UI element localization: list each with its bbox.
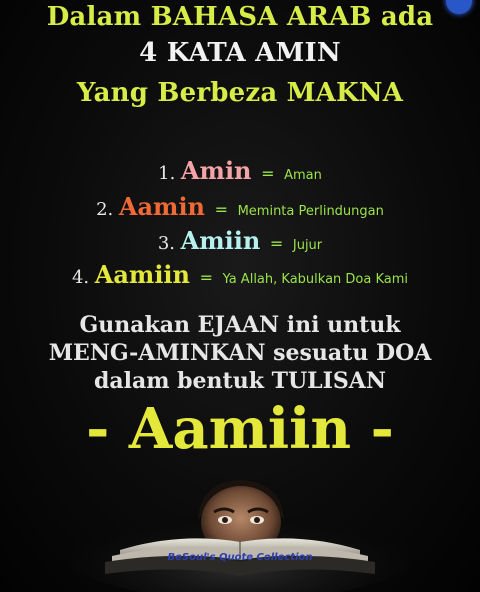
header-line-2: 4 KATA AMIN: [139, 38, 341, 68]
definition-number: 3.: [157, 233, 176, 254]
definition-number: 4.: [71, 267, 90, 288]
note-line-3: dalam bentuk TULISAN: [93, 368, 386, 394]
definition-meaning: Jujur: [292, 238, 323, 253]
definition-meaning: Aman: [284, 168, 322, 183]
note-line-2: MENG-AMINKAN sesuatu DOA: [48, 340, 432, 366]
header-line-1: Dalam BAHASA ARAB ada: [46, 2, 434, 32]
definition-meaning: Meminta Perlindungan: [237, 204, 384, 219]
note-line-1: Gunakan EJAAN ini untuk: [79, 312, 401, 338]
equals-sign: =: [269, 234, 284, 253]
definition-meaning: Ya Allah, Kabulkan Doa Kami: [222, 272, 409, 287]
equals-sign: =: [199, 268, 213, 287]
definition-row-2: [0, 192, 480, 221]
highlight-aamiin: - Aamiin -: [86, 396, 394, 462]
definition-row-4: [0, 260, 480, 289]
definition-word: Amiin: [180, 226, 261, 255]
definition-word: Aamiin: [94, 260, 190, 289]
definition-row-1: [0, 156, 480, 185]
definition-word: Amin: [180, 156, 252, 185]
definition-number: 1.: [158, 163, 176, 184]
definition-number: 2.: [96, 199, 114, 220]
definition-word: Aamin: [118, 192, 206, 221]
credit-caption: BeSoul's Quote Collection: [167, 552, 313, 563]
equals-sign: =: [214, 200, 228, 219]
equals-sign: =: [261, 164, 275, 183]
header-line-3: Yang Berbeza MAKNA: [76, 78, 404, 108]
definition-row-3: [0, 226, 480, 255]
reader-with-book-image: [0, 470, 480, 592]
